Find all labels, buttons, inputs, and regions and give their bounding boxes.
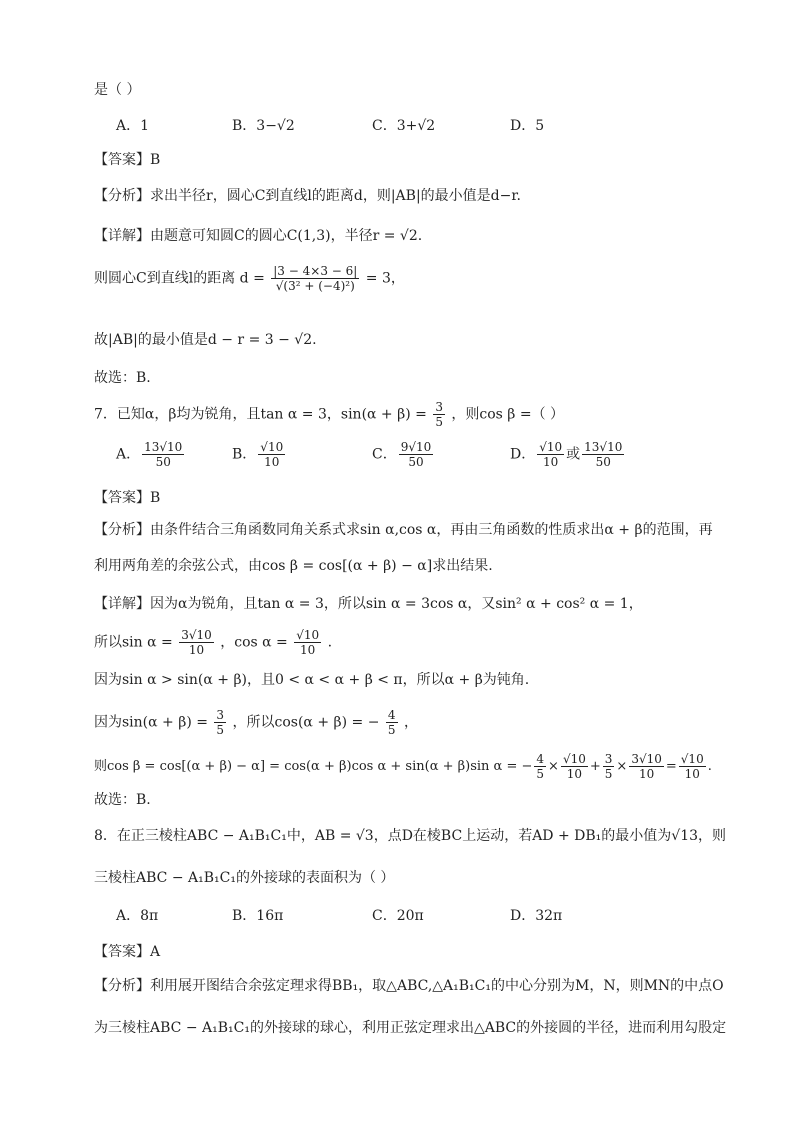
q6-choose: 故选：B. [94,370,151,386]
q8-option-b: B．16π [232,908,284,924]
q7-detail-5: 则cos β = cos[(α + β) − α] = cos(α + β)cos α + sin(α + β)sin α = − $\frac{4}{5}$ × $\frac{√10}{10}$ + $\frac{3}{5}$ × $\frac{3√10}{10}$ = $\frac{√10}{10}$ . [94,752,712,781]
q7-choose: 故选：B. [94,792,151,808]
q7-detail-2: 所以sin α = $\frac{3√10}{10}$ ，cos α = $\frac{√10}{10}$ . [94,628,333,657]
q6-analysis: 【分析】求出半径r，圆心C到直线l的距离d，则|AB|的最小值是d−r. [94,188,521,204]
q8-stem-1: 8．在正三棱柱ABC − A₁B₁C₁中，AB = √3，点D在棱BC上运动，若AD + DB₁的最小值为√13，则 [94,828,727,844]
q7-option-d: D． $\frac{√10}{10}$ 或 $\frac{13√10}{50}$ [510,440,623,469]
q7-detail-3: 因为sin α > sin(α + β)，且0 < α < α + β < π，所以α + β为钝角. [94,672,530,688]
q6-option-b: B．3−√2 [232,118,295,134]
q7-answer: 【答案】B [94,490,161,506]
q7-analysis-1: 【分析】由条件结合三角函数同角关系式求sin α,cos α，再由三角函数的性质求出α + β的范围，再 [94,522,713,538]
q6-answer: 【答案】B [94,152,161,168]
q7-analysis-2: 利用两角差的余弦公式，由cos β = cos[(α + β) − α]求出结果. [94,558,493,574]
q7-detail-1: 【详解】因为α为锐角，且tan α = 3，所以sin α = 3cos α，又sin² α + cos² α = 1， [94,596,643,612]
q7-option-c: C． $\frac{9√10}{50}$ [372,440,432,469]
q6-detail-1: 【详解】由题意可知圆C的圆心C(1,3)，半径r = √2. [94,228,423,244]
q6-stem-end: 是（ ） [94,82,141,98]
q8-answer: 【答案】A [94,944,161,960]
q7-option-a: A． $\frac{13√10}{50}$ [116,440,183,469]
q6-option-d: D．5 [510,118,545,134]
q8-option-a: A．8π [116,908,159,924]
q6-option-a: A．1 [116,118,150,134]
q7-option-b: B． $\frac{√10}{10}$ [232,440,284,469]
distance-fraction: $\frac{|3 - 4\times 3 - 6|}{\text{√(3² + (−4)²)}}$ [273,264,358,293]
q8-option-d: D．32π [510,908,563,924]
q7-detail-4: 因为sin(α + β) = $\frac{3}{5}$ ，所以cos(α + β) = − $\frac{4}{5}$ ， [94,708,418,737]
q8-analysis-2: 为三棱柱ABC − A₁B₁C₁的外接球的球心，利用正弦定理求出△ABC的外接圆的半径，进而利用勾股定 [94,1020,727,1036]
q8-stem-2: 三棱柱ABC − A₁B₁C₁的外接球的表面积为（ ） [94,870,395,886]
q6-option-c: C．3+√2 [372,118,436,134]
q8-analysis-1: 【分析】利用展开图结合余弦定理求得BB₁，取△ABC,△A₁B₁C₁的中心分别为M，N，则MN的中点O [94,978,724,994]
q6-detail-2: 则圆心C到直线l的距离 d = $\frac{|3 - 4\times 3 - 6|}{\text{√(3² + (−4)²)}}$ = 3， [94,264,405,293]
q6-detail-3: 故|AB|的最小值是d − r = 3 − √2. [94,332,317,348]
q7-stem: 7．已知α，β均为锐角，且tan α = 3，sin(α + β) = $\frac{3}{5}$ ，则cos β =（ ） [94,400,565,429]
q8-option-c: C．20π [372,908,424,924]
